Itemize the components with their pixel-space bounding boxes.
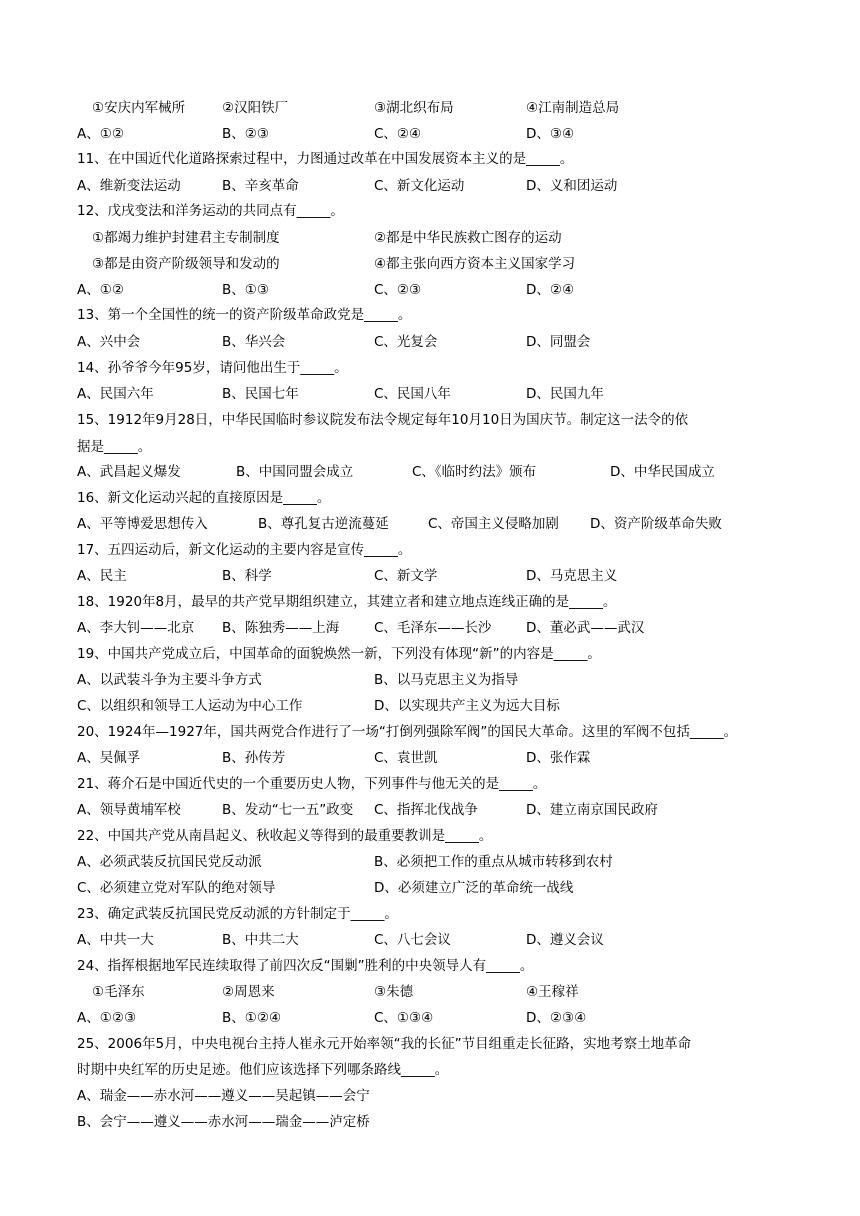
question-line bbox=[0, 357, 860, 379]
options-line bbox=[0, 565, 860, 587]
option-item: D、同盟会 bbox=[526, 334, 591, 350]
option-item: ②都是中华民族救亡图存的运动 bbox=[374, 230, 562, 246]
options-line bbox=[0, 97, 860, 119]
question-line bbox=[0, 643, 860, 665]
option-item: ④江南制造总局 bbox=[526, 100, 620, 116]
question-text: 16、新文化运动兴起的直接原因是_____。 bbox=[77, 490, 331, 506]
option-item: C、②④ bbox=[374, 126, 422, 142]
option-item: C、《临时约法》颁布 bbox=[412, 464, 537, 480]
question-text: 18、1920年8月，最早的共产党早期组织建立，其建立者和建立地点连线正确的是_____。 bbox=[77, 594, 617, 610]
question-line bbox=[0, 487, 860, 509]
option-item: B、中共二大 bbox=[222, 932, 299, 948]
option-item: C、指挥北伐战争 bbox=[374, 802, 478, 818]
question-text: A、瑞金——赤水河——遵义——吴起镇——会宁 bbox=[77, 1088, 370, 1104]
question-line bbox=[0, 148, 860, 170]
options-line bbox=[0, 175, 860, 197]
option-item: A、维新变法运动 bbox=[77, 178, 181, 194]
question-text: 20、1924年—1927年，国共两党合作进行了一场“打倒列强除军阀”的国民大革命。这里的军阀不包括_____。 bbox=[77, 724, 738, 740]
option-item: ③朱德 bbox=[374, 984, 414, 1000]
option-item: A、兴中会 bbox=[77, 334, 141, 350]
option-item: A、领导黄埔军校 bbox=[77, 802, 181, 818]
option-item: D、必须建立广泛的革命统一战线 bbox=[374, 880, 574, 896]
option-item: ②周恩来 bbox=[222, 984, 275, 1000]
option-item: B、民国七年 bbox=[222, 386, 299, 402]
options-line bbox=[0, 747, 860, 769]
question-text: 时期中央红军的历史足迹。他们应该选择下列哪条路线_____。 bbox=[77, 1062, 449, 1078]
option-item: C、袁世凯 bbox=[374, 750, 438, 766]
option-item: ③湖北织布局 bbox=[374, 100, 454, 116]
option-item: ④王稼祥 bbox=[526, 984, 579, 1000]
question-text: 17、五四运动后，新文化运动的主要内容是宣传_____。 bbox=[77, 542, 412, 558]
question-line bbox=[0, 955, 860, 977]
option-item: A、①② bbox=[77, 126, 124, 142]
option-item: D、中华民国成立 bbox=[610, 464, 715, 480]
option-item: B、辛亥革命 bbox=[222, 178, 299, 194]
option-item: B、陈独秀——上海 bbox=[222, 620, 340, 636]
option-item: A、武昌起义爆发 bbox=[77, 464, 181, 480]
option-item: C、毛泽东——长沙 bbox=[374, 620, 492, 636]
question-text: 22、中国共产党从南昌起义、秋收起义等得到的最重要教训是_____。 bbox=[77, 828, 493, 844]
option-item: C、以组织和领导工人运动为中心工作 bbox=[77, 698, 303, 714]
question-line bbox=[0, 1059, 860, 1081]
options-line bbox=[0, 383, 860, 405]
option-item: C、八七会议 bbox=[374, 932, 451, 948]
options-line bbox=[0, 123, 860, 145]
options-line bbox=[0, 227, 860, 249]
option-item: B、以马克思主义为指导 bbox=[374, 672, 519, 688]
option-item: D、张作霖 bbox=[526, 750, 591, 766]
option-item: D、资产阶级革命失败 bbox=[590, 516, 722, 532]
question-line bbox=[0, 825, 860, 847]
question-text: 14、孙爷爷今年95岁，请问他出生于_____。 bbox=[77, 360, 348, 376]
question-line bbox=[0, 1033, 860, 1055]
option-item: D、遵义会议 bbox=[526, 932, 604, 948]
option-item: D、以实现共产主义为远大目标 bbox=[374, 698, 560, 714]
question-line bbox=[0, 539, 860, 561]
option-item: A、必须武装反抗国民党反动派 bbox=[77, 854, 262, 870]
option-item: B、发动“七一五”政变 bbox=[222, 802, 354, 818]
option-item: C、①③④ bbox=[374, 1010, 434, 1026]
option-item: D、董必武——武汉 bbox=[526, 620, 645, 636]
question-line bbox=[0, 1085, 860, 1107]
option-item: A、中共一大 bbox=[77, 932, 154, 948]
options-line bbox=[0, 799, 860, 821]
option-item: A、吴佩孚 bbox=[77, 750, 141, 766]
option-item: ①毛泽东 bbox=[92, 984, 145, 1000]
question-line bbox=[0, 721, 860, 743]
option-item: A、民主 bbox=[77, 568, 127, 584]
option-item: A、李大钊——北京 bbox=[77, 620, 195, 636]
question-text: 11、在中国近代化道路探索过程中，力图通过改革在中国发展资本主义的是_____。 bbox=[77, 151, 574, 167]
options-line bbox=[0, 461, 860, 483]
option-item: D、②④ bbox=[526, 282, 575, 298]
option-item: C、新文化运动 bbox=[374, 178, 465, 194]
question-text: 21、蒋介石是中国近代史的一个重要历史人物，下列事件与他无关的是_____。 bbox=[77, 776, 547, 792]
question-text: 据是_____。 bbox=[77, 439, 152, 455]
options-line bbox=[0, 617, 860, 639]
option-item: B、华兴会 bbox=[222, 334, 286, 350]
option-item: D、③④ bbox=[526, 126, 575, 142]
options-line bbox=[0, 695, 860, 717]
option-item: A、①②③ bbox=[77, 1010, 137, 1026]
option-item: C、②③ bbox=[374, 282, 422, 298]
option-item: A、民国六年 bbox=[77, 386, 154, 402]
question-line bbox=[0, 903, 860, 925]
options-line bbox=[0, 513, 860, 535]
options-line bbox=[0, 1007, 860, 1029]
options-line bbox=[0, 253, 860, 275]
question-text: B、会宁——遵义——赤水河——瑞金——泸定桥 bbox=[77, 1114, 370, 1130]
option-item: A、以武装斗争为主要斗争方式 bbox=[77, 672, 262, 688]
option-item: B、①③ bbox=[222, 282, 269, 298]
option-item: C、新文学 bbox=[374, 568, 438, 584]
question-text: 23、确定武装反抗国民党反动派的方针制定于_____。 bbox=[77, 906, 398, 922]
question-text: 12、戊戌变法和洋务运动的共同点有_____。 bbox=[77, 203, 344, 219]
option-item: B、尊孔复古逆流蔓延 bbox=[258, 516, 389, 532]
question-text: 25、2006年5月，中央电视台主持人崔永元开始率领“我的长征”节目组重走长征路，实地考察土地革命 bbox=[77, 1036, 692, 1052]
option-item: B、②③ bbox=[222, 126, 269, 142]
option-item: ④都主张向西方资本主义国家学习 bbox=[374, 256, 576, 272]
option-item: C、帝国主义侵略加剧 bbox=[428, 516, 559, 532]
options-line bbox=[0, 851, 860, 873]
option-item: A、①② bbox=[77, 282, 124, 298]
options-line bbox=[0, 279, 860, 301]
option-item: D、义和团运动 bbox=[526, 178, 618, 194]
option-item: ①安庆内军械所 bbox=[92, 100, 186, 116]
option-item: B、①②④ bbox=[222, 1010, 282, 1026]
option-item: A、平等博爱思想传入 bbox=[77, 516, 208, 532]
option-item: B、中国同盟会成立 bbox=[236, 464, 354, 480]
options-line bbox=[0, 981, 860, 1003]
question-line bbox=[0, 200, 860, 222]
option-item: B、孙传芳 bbox=[222, 750, 286, 766]
option-item: D、马克思主义 bbox=[526, 568, 618, 584]
options-line bbox=[0, 929, 860, 951]
option-item: B、必须把工作的重点从城市转移到农村 bbox=[374, 854, 613, 870]
option-item: ③都是由资产阶级领导和发动的 bbox=[92, 256, 280, 272]
options-line bbox=[0, 877, 860, 899]
question-line bbox=[0, 1111, 860, 1133]
options-line bbox=[0, 669, 860, 691]
question-text: 24、指挥根据地军民连续取得了前四次反“围剿”胜利的中央领导人有_____。 bbox=[77, 958, 534, 974]
option-item: ①都竭力维护封建君主专制制度 bbox=[92, 230, 280, 246]
question-text: 19、中国共产党成立后，中国革命的面貌焕然一新，下列没有体现“新”的内容是_____。 bbox=[77, 646, 601, 662]
question-line bbox=[0, 409, 860, 431]
option-item: B、科学 bbox=[222, 568, 272, 584]
question-text: 13、第一个全国性的统一的资产阶级革命政党是_____。 bbox=[77, 307, 412, 323]
option-item: C、光复会 bbox=[374, 334, 438, 350]
option-item: ②汉阳铁厂 bbox=[222, 100, 289, 116]
option-item: C、必须建立党对军队的绝对领导 bbox=[77, 880, 276, 896]
question-line bbox=[0, 436, 860, 458]
option-item: D、②③④ bbox=[526, 1010, 587, 1026]
question-text: 15、1912年9月28日，中华民国临时参议院发布法令规定每年10月10日为国庆节。制定这一法令的依 bbox=[77, 412, 689, 428]
option-item: C、民国八年 bbox=[374, 386, 451, 402]
option-item: D、民国九年 bbox=[526, 386, 604, 402]
question-line bbox=[0, 304, 860, 326]
option-item: D、建立南京国民政府 bbox=[526, 802, 658, 818]
question-line bbox=[0, 773, 860, 795]
options-line bbox=[0, 331, 860, 353]
question-line bbox=[0, 591, 860, 613]
